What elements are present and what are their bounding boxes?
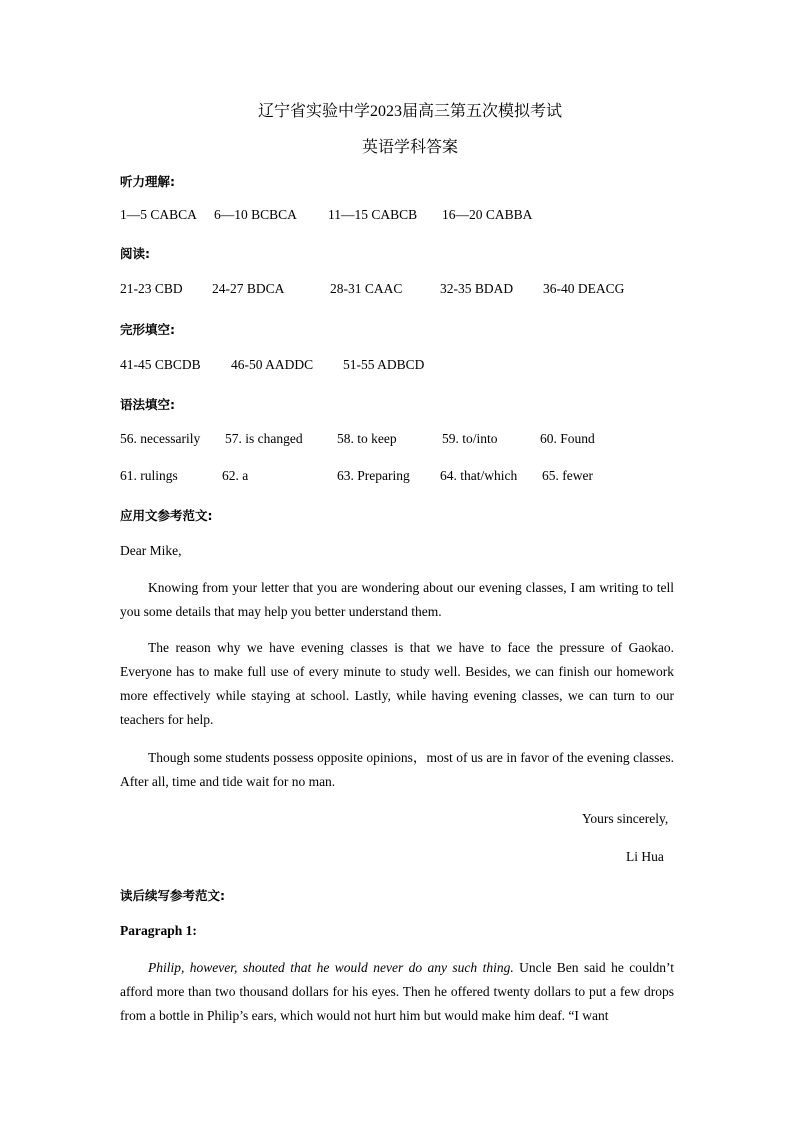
answer-item: 57. is changed [225, 431, 303, 446]
continuation-paragraph-1 [120, 956, 674, 1028]
answer-item: 24-27 BDCA [212, 281, 285, 296]
answer-item: 59. to/into [442, 431, 498, 446]
answer-item: 63. Preparing [337, 468, 410, 483]
letter-signature: Li Hua [626, 849, 664, 864]
continuation-body-text: Uncle Ben said he couldn’t afford more than two thousand dollars for his eyes. Then he offered twenty dollars to put a few drops from a bottle in Philip’s ears, which would not hurt him but would make him deaf. “I want [120, 960, 675, 1023]
letter-paragraph-3: Though some students possess opposite opinions，most of us are in favor of the evening classes. After all, time and tide wait for no man. [120, 750, 674, 789]
cloze-heading: 完形填空: [120, 322, 175, 337]
paragraph-label: Paragraph 1: [120, 923, 197, 938]
answer-item: 62. a [222, 468, 249, 483]
answer-item: 36-40 DEACG [543, 281, 625, 296]
letter-salutation: Dear Mike, [120, 543, 182, 558]
answer-item: 16—20 CABBA [442, 207, 533, 222]
answer-item: 21-23 CBD [120, 281, 183, 296]
reading-heading: 阅读: [120, 246, 150, 261]
answer-item: 46-50 AADDC [231, 357, 314, 372]
answer-item: 60. Found [540, 431, 595, 446]
answer-item: 28-31 CAAC [330, 281, 403, 296]
continuation-heading: 读后续写参考范文: [120, 888, 225, 903]
answer-item: 64. that/which [440, 468, 518, 483]
answer-item: 61. rulings [120, 468, 178, 483]
listening-heading: 听力理解: [120, 174, 175, 189]
writing-heading: 应用文参考范文: [120, 508, 213, 523]
answer-item: 51-55 ADBCD [343, 357, 425, 372]
answer-item: 32-35 BDAD [440, 281, 514, 296]
document-subtitle: 英语学科答案 [361, 139, 458, 156]
document-title: 辽宁省实验中学2023届高三第五次模拟考试 [257, 103, 562, 120]
answer-item: 65. fewer [542, 468, 593, 483]
answer-item: 41-45 CBCDB [120, 357, 201, 372]
answer-item: 1—5 CABCA [120, 207, 197, 222]
letter-paragraph-1: Knowing from your letter that you are wondering about our evening classes, I am writing to tell you some details that may help you better understand them. [120, 580, 674, 619]
answer-item: 11—15 CABCB [328, 207, 418, 222]
grammar-heading: 语法填空: [120, 397, 175, 412]
continuation-italic-sentence: Philip, however, shouted that he would never do any such thing. [148, 960, 514, 975]
answer-item: 56. necessarily [120, 431, 201, 446]
answer-item: 58. to keep [337, 431, 397, 446]
answer-item: 6—10 BCBCA [214, 207, 297, 222]
letter-paragraph-2: The reason why we have evening classes is that we have to face the pressure of Gaokao. Everyone has to make full use of every minute to study well. Besides, we can finish our homework more effectively while staying at school. Lastly, while having evening classes, we can turn to our teachers for help. [120, 640, 674, 727]
letter-closing: Yours sincerely, [582, 811, 669, 826]
